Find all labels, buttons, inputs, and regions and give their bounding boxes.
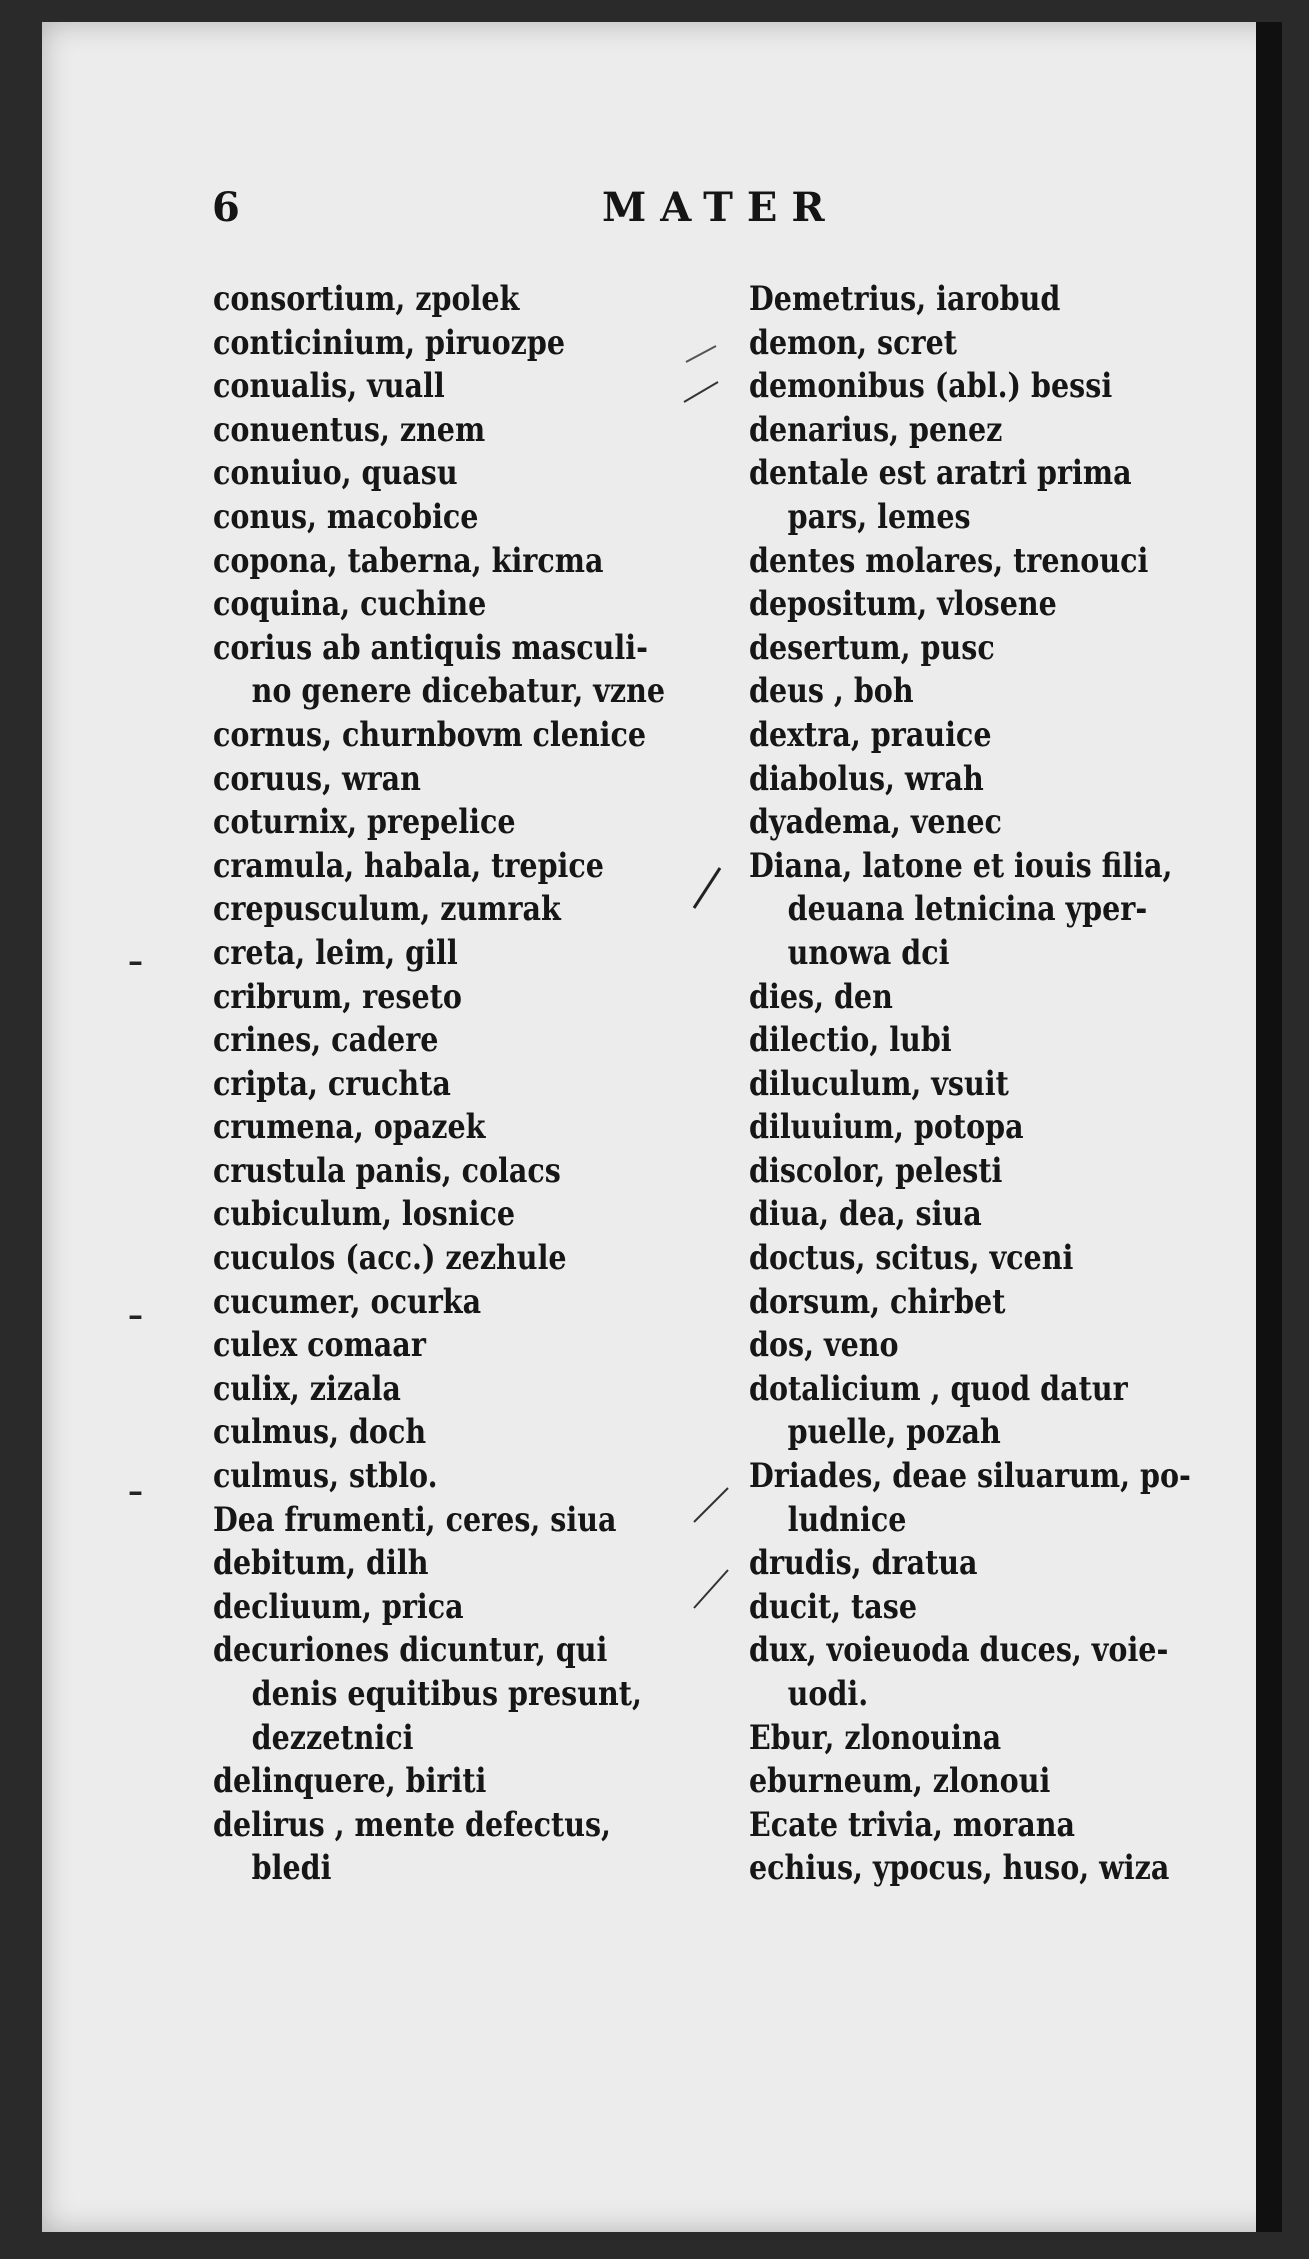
glossary-line: delirus , mente defectus, xyxy=(213,1804,611,1845)
glossary-line: Driades, deae siluarum, po- xyxy=(749,1456,1191,1497)
glossary-line: ducit, tase xyxy=(749,1586,917,1627)
glossary-line: bledi xyxy=(251,1848,332,1889)
glossary-line: dezzetnici xyxy=(251,1717,414,1758)
margin-stroke xyxy=(682,342,722,412)
glossary-line: cornus, churnbovm clenice xyxy=(213,714,647,755)
glossary-line: unowa dci xyxy=(787,932,950,973)
glossary-line: coquina, cuchine xyxy=(213,584,487,625)
margin-stroke xyxy=(692,862,722,912)
glossary-line: delinquere, biriti xyxy=(213,1761,487,1802)
glossary-line: coturnix, prepelice xyxy=(213,802,516,843)
glossary-line: dux, voieuoda duces, voie- xyxy=(749,1630,1169,1671)
margin-stroke xyxy=(692,1482,732,1612)
glossary-line: deuana letnicina yper- xyxy=(787,889,1148,930)
glossary-line: culmus, stblo. xyxy=(213,1456,438,1497)
glossary-line: demonibus (abl.) bessi xyxy=(749,366,1113,407)
glossary-line: dorsum, chirbet xyxy=(749,1281,1006,1322)
glossary-line: cribrum, reseto xyxy=(213,976,462,1017)
glossary-line: conticinium, piruozpe xyxy=(213,322,566,363)
running-head xyxy=(42,184,1282,234)
glossary-line: dies, den xyxy=(749,976,893,1017)
glossary-line: conuiuo, quasu xyxy=(213,453,458,494)
glossary-line: Ebur, zlonouina xyxy=(749,1717,1002,1758)
glossary-line: puelle, pozah xyxy=(787,1412,1001,1453)
glossary-line: dyadema, venec xyxy=(749,802,1002,843)
glossary-line: drudis, dratua xyxy=(749,1543,978,1584)
glossary-line: crines, cadere xyxy=(213,1020,439,1061)
glossary-line: discolor, pelesti xyxy=(749,1150,1003,1191)
glossary-line: decliuum, prica xyxy=(213,1586,464,1627)
glossary-line: ludnice xyxy=(787,1499,907,1540)
page-edge-shadow xyxy=(1256,22,1282,2232)
glossary-line: culix, zizala xyxy=(213,1368,401,1409)
glossary-line: doctus, scitus, vceni xyxy=(749,1238,1074,1279)
glossary-line: copona, taberna, kircma xyxy=(213,540,604,581)
glossary-line: conus, macobice xyxy=(213,496,479,537)
glossary-line: uodi. xyxy=(787,1674,869,1714)
glossary-line: cripta, cruchta xyxy=(213,1063,451,1104)
glossary-line: cramula, habala, trepice xyxy=(213,845,604,886)
margin-mark-dash: – xyxy=(128,1474,143,1509)
glossary-line: pars, lemes xyxy=(787,496,971,537)
glossary-line: Ecate trivia, morana xyxy=(749,1804,1075,1845)
glossary-line: dentes molares, trenouci xyxy=(749,540,1149,581)
glossary-line: diua, dea, siua xyxy=(749,1194,982,1235)
glossary-line: crustula panis, colacs xyxy=(213,1150,561,1191)
glossary-line: denis equitibus presunt, xyxy=(251,1674,642,1714)
glossary-line: eburneum, zlonoui xyxy=(749,1761,1051,1802)
glossary-line: decuriones dicuntur, qui xyxy=(213,1630,608,1671)
glossary-line: echius, ypocus, huso, wiza xyxy=(749,1848,1170,1889)
glossary-line: debitum, dilh xyxy=(213,1543,429,1584)
glossary-line: coruus, wran xyxy=(213,758,421,799)
running-title: MATER xyxy=(602,184,839,231)
glossary-line: demon, scret xyxy=(749,322,957,363)
glossary-line: conuentus, znem xyxy=(213,409,486,450)
glossary-line: diluuium, potopa xyxy=(749,1107,1024,1148)
glossary-line: dentale est aratri prima xyxy=(749,453,1132,494)
glossary-line: creta, leim, gill xyxy=(213,932,458,973)
glossary-line: Demetrius, iarobud xyxy=(749,279,1061,319)
glossary-line: culex comaar xyxy=(213,1325,426,1366)
right-column-glossary xyxy=(749,278,1249,1891)
glossary-line: desertum, pusc xyxy=(749,627,995,668)
glossary-line: cuculos (acc.) zezhule xyxy=(213,1238,567,1279)
glossary-line: consortium, zpolek xyxy=(213,279,520,319)
glossary-line: dotalicium , quod datur xyxy=(749,1368,1128,1409)
glossary-line: cubiculum, losnice xyxy=(213,1194,516,1235)
book-page xyxy=(42,22,1282,2232)
glossary-line: culmus, doch xyxy=(213,1412,427,1453)
glossary-line: crumena, opazek xyxy=(213,1107,486,1148)
glossary-line: cucumer, ocurka xyxy=(213,1281,482,1322)
left-column-glossary xyxy=(213,278,713,1891)
glossary-line: corius ab antiquis masculi- xyxy=(213,627,648,668)
glossary-line: crepusculum, zumrak xyxy=(213,889,561,930)
glossary-line: depositum, vlosene xyxy=(749,584,1057,625)
glossary-line: Dea frumenti, ceres, siua xyxy=(213,1499,617,1540)
glossary-line: diluculum, vsuit xyxy=(749,1063,1009,1104)
glossary-line: dextra, prauice xyxy=(749,714,992,755)
glossary-line: dos, veno xyxy=(749,1325,899,1366)
margin-mark-dash: – xyxy=(128,1298,143,1333)
glossary-line: dilectio, lubi xyxy=(749,1020,952,1061)
glossary-line: Diana, latone et iouis filia, xyxy=(749,845,1173,886)
glossary-line: denarius, penez xyxy=(749,409,1003,450)
glossary-line: diabolus, wrah xyxy=(749,758,984,799)
glossary-line: deus , boh xyxy=(749,671,914,712)
page-number: 6 xyxy=(212,184,240,231)
glossary-line: conualis, vuall xyxy=(213,366,445,407)
margin-mark-dash: – xyxy=(128,944,143,979)
glossary-line: no genere dicebatur, vzne xyxy=(251,671,666,712)
